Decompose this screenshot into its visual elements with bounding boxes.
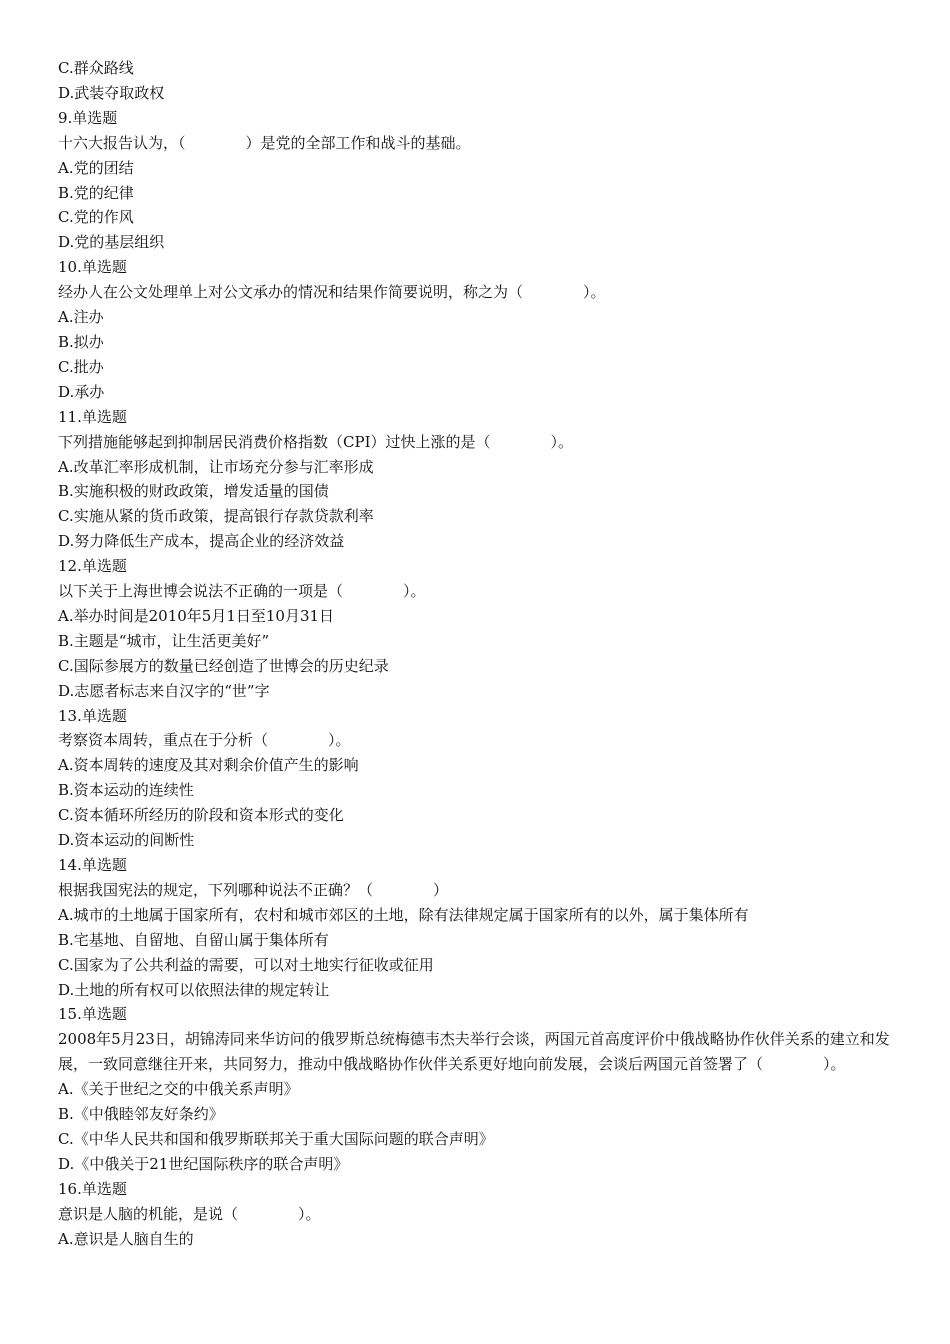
option-text: C.群众路线 bbox=[58, 59, 134, 77]
option-text: B.拟办 bbox=[58, 332, 104, 351]
question-block bbox=[58, 704, 892, 853]
question-header: 12.单选题 bbox=[58, 557, 127, 576]
option-text: B.宅基地、自留地、自留山属于集体所有 bbox=[58, 930, 329, 949]
option-text: B.党的纪律 bbox=[58, 183, 134, 202]
question-stem: 根据我国宪法的规定，下列哪种说法不正确？（ ） bbox=[58, 880, 449, 899]
option-text: A.城市的土地属于国家所有，农村和城市郊区的土地，除有法律规定属于国家所有的以外，属于集体所有 bbox=[58, 905, 749, 924]
lead-options bbox=[58, 56, 892, 106]
question-header: 13.单选题 bbox=[58, 706, 127, 725]
document-page bbox=[58, 56, 892, 1252]
option-text: C.党的作风 bbox=[58, 208, 134, 227]
option-text: A.意识是人脑自生的 bbox=[58, 1229, 194, 1248]
question-stem: 下列措施能够起到抑制居民消费价格指数（CPI）过快上涨的是（ ）。 bbox=[58, 432, 573, 451]
question-header: 9.单选题 bbox=[58, 108, 118, 127]
question-stem: 以下关于上海世博会说法不正确的一项是（ ）。 bbox=[58, 582, 426, 601]
option-text: D.承办 bbox=[58, 382, 105, 401]
option-text: A.注办 bbox=[58, 308, 104, 327]
question-block bbox=[58, 1002, 892, 1176]
option-text: C.国际参展方的数量已经创造了世博会的历史纪录 bbox=[58, 656, 389, 675]
option-text: B.资本运动的连续性 bbox=[58, 781, 194, 800]
option-text: C.批办 bbox=[58, 357, 104, 376]
question-list bbox=[58, 106, 892, 1252]
question-stem: 2008年5月23日，胡锦涛同来华访问的俄罗斯总统梅德韦杰夫举行会谈，两国元首高度评价中俄战略协作伙伴关系的建立和发展，一致同意继往开来，共同努力，推动中俄战略协作伙伴关系更好地向前发展，会谈后两国元首签署了（ ）。 bbox=[58, 1030, 890, 1074]
option-text: A.《关于世纪之交的中俄关系声明》 bbox=[58, 1080, 299, 1099]
question-stem: 十六大报告认为，（ ）是党的全部工作和战斗的基础。 bbox=[58, 133, 471, 152]
option-text: A.改革汇率形成机制，让市场充分参与汇率形成 bbox=[58, 457, 374, 476]
question-block bbox=[58, 255, 892, 404]
question-stem: 意识是人脑的机能，是说（ ）。 bbox=[58, 1204, 321, 1223]
option-text: D.资本运动的间断性 bbox=[58, 831, 195, 850]
option-text: B.主题是“城市，让生活更美好” bbox=[58, 631, 270, 650]
option-text: D.土地的所有权可以依照法律的规定转让 bbox=[58, 980, 330, 999]
question-block bbox=[58, 554, 892, 703]
option-text: A.党的团结 bbox=[58, 158, 134, 177]
option-text: C.资本循环所经历的阶段和资本形式的变化 bbox=[58, 806, 344, 825]
option-text: B.《中俄睦邻友好条约》 bbox=[58, 1105, 224, 1124]
question-stem: 经办人在公文处理单上对公文承办的情况和结果作简要说明，称之为（ ）。 bbox=[58, 283, 606, 302]
question-block bbox=[58, 106, 892, 255]
option-text: C.国家为了公共利益的需要，可以对土地实行征收或征用 bbox=[58, 955, 434, 974]
option-text: A.举办时间是2010年5月1日至10月31日 bbox=[58, 606, 335, 625]
option-text: D.志愿者标志来自汉字的“世”字 bbox=[58, 681, 270, 700]
option-text: D.《中俄关于21世纪国际秩序的联合声明》 bbox=[58, 1154, 349, 1173]
question-header: 15.单选题 bbox=[58, 1005, 127, 1024]
question-block bbox=[58, 1177, 892, 1252]
question-header: 10.单选题 bbox=[58, 258, 127, 277]
question-header: 14.单选题 bbox=[58, 856, 127, 874]
option-text: A.资本周转的速度及其对剩余价值产生的影响 bbox=[58, 756, 359, 775]
question-header: 16.单选题 bbox=[58, 1179, 127, 1198]
option-text: C.《中华人民共和国和俄罗斯联邦关于重大国际问题的联合声明》 bbox=[58, 1129, 494, 1148]
option-text: B.实施积极的财政政策，增发适量的国债 bbox=[58, 482, 329, 501]
option-text: D.党的基层组织 bbox=[58, 233, 165, 252]
question-block bbox=[58, 405, 892, 554]
option-text: C.实施从紧的货币政策，提高银行存款贷款利率 bbox=[58, 507, 374, 526]
question-stem: 考察资本周转，重点在于分析（ ）。 bbox=[58, 731, 351, 750]
question-block bbox=[58, 853, 892, 1002]
question-header: 11.单选题 bbox=[58, 407, 127, 426]
option-text: D.努力降低生产成本，提高企业的经济效益 bbox=[58, 532, 345, 551]
option-text: D.武装夺取政权 bbox=[58, 83, 165, 102]
